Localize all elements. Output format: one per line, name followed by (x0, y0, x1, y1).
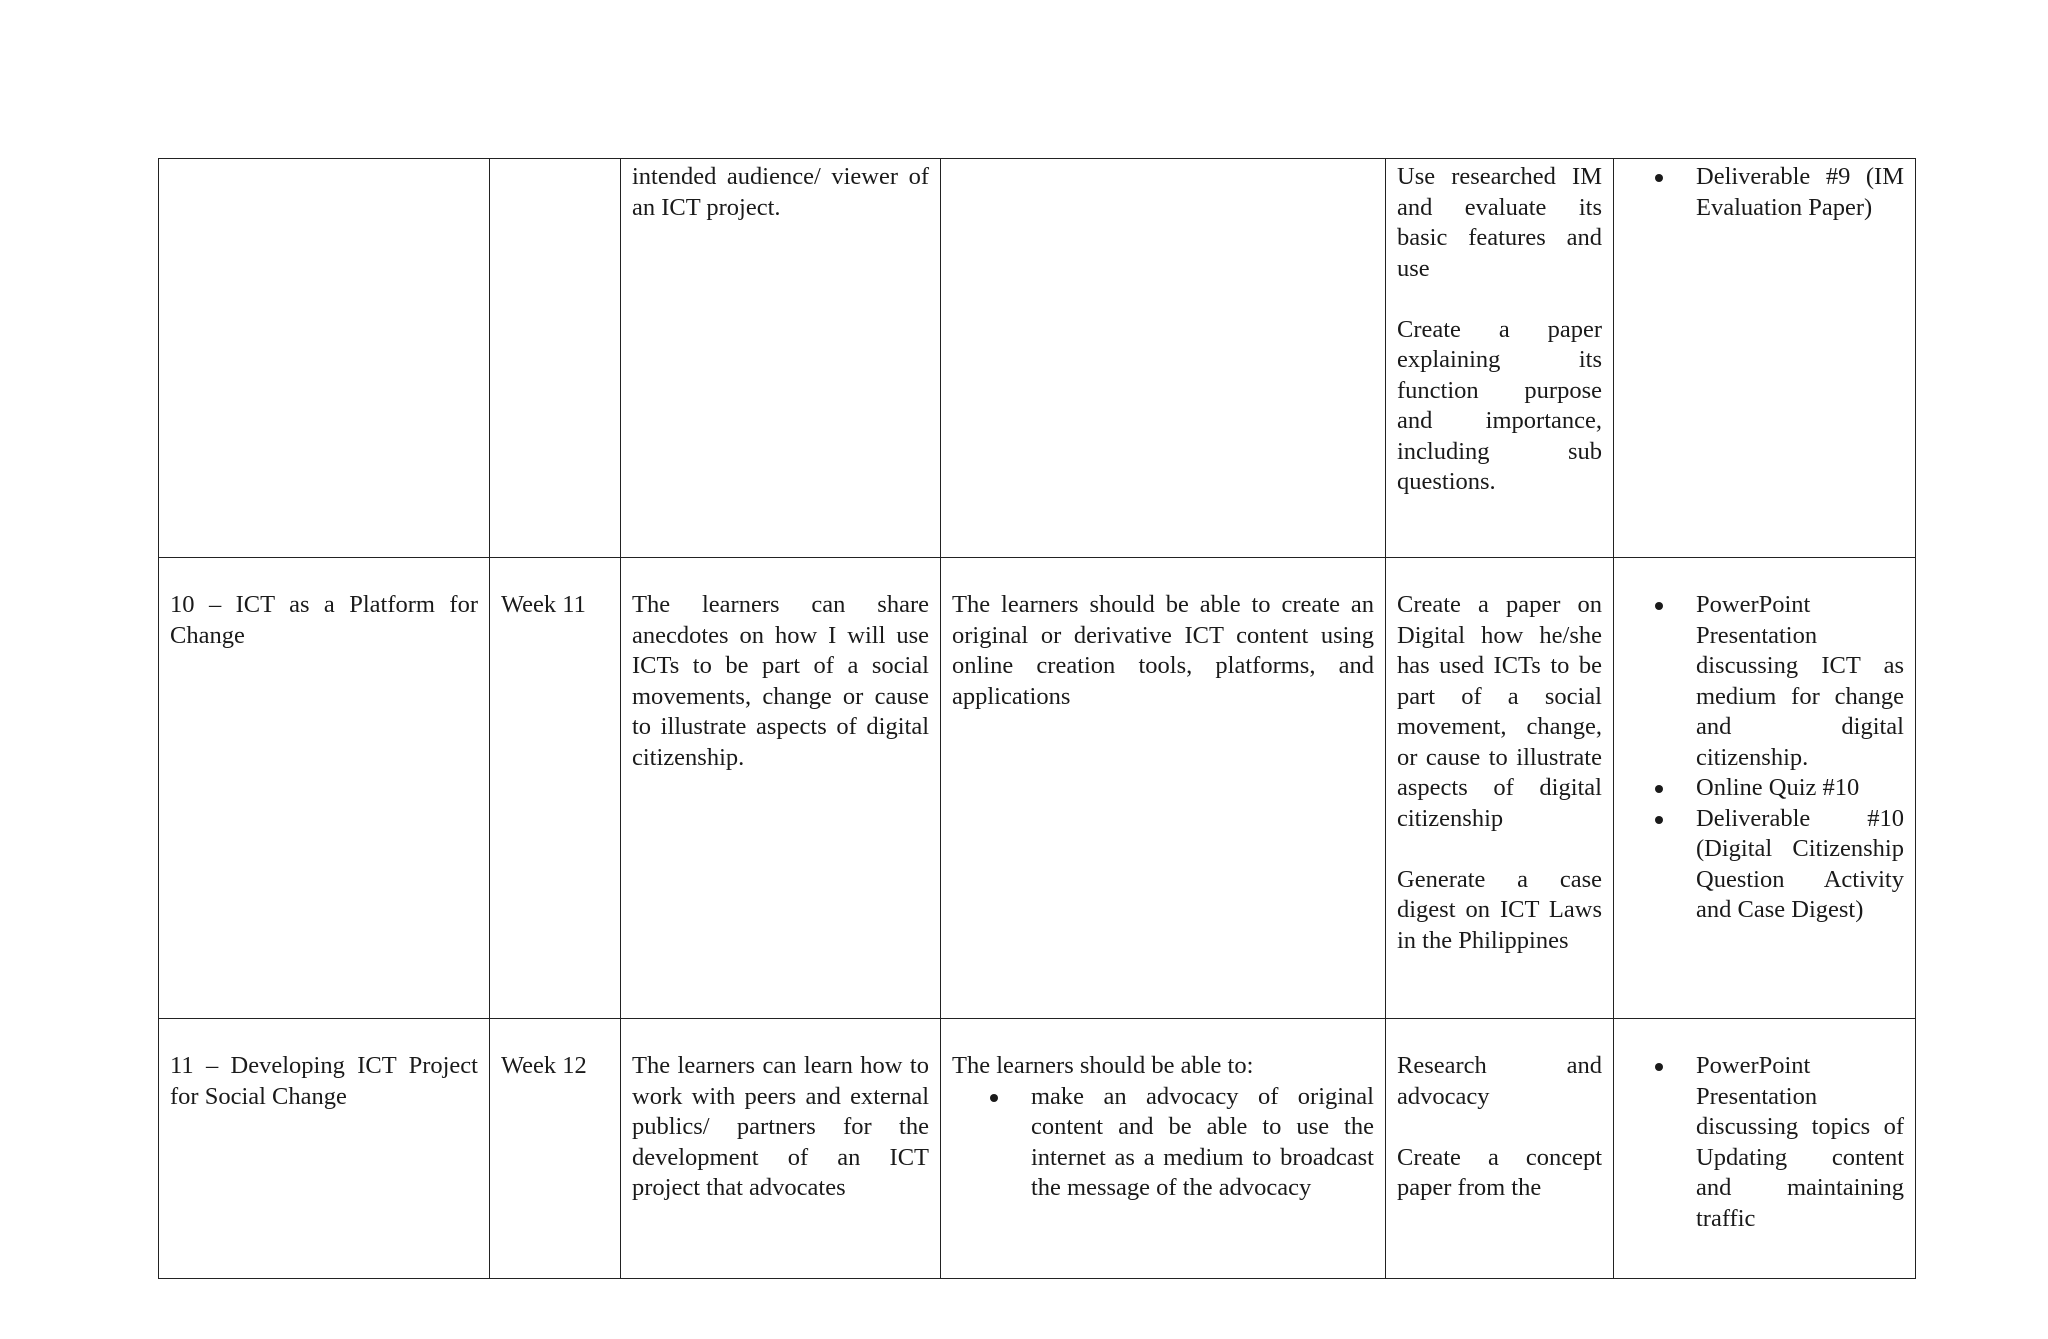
table-row (159, 1019, 1916, 1279)
performance-standard-cell (941, 1019, 1386, 1279)
output-item: Deliverable #9 (IM Evaluation Paper) (1655, 162, 1904, 223)
table-row (159, 558, 1916, 1019)
performance-standard-cell (941, 558, 1386, 1019)
activity-text: Create a paper explaining its function purpose and importance, including sub questions. (1397, 315, 1602, 495)
week-cell: Week 12 (490, 1019, 621, 1279)
topic-cell: 11 – Developing ICT Project for Social Change (159, 1019, 490, 1279)
activity-text: Create a paper on Digital how he/she has used ICTs to be part of a social movement, change, or cause to illustrate aspects of digital citizenship (1397, 591, 1602, 832)
content-standard-text: The learners can share anecdotes on how I will use ICTs to be part of a social movements, change or cause to illustrate aspects of digital citizenship. (632, 591, 929, 771)
outputs-list (1655, 590, 1904, 926)
performance-standard-text: The learners should be able to create an original or derivative ICT content using online creation tools, platforms, and applications (952, 591, 1374, 710)
performance-standard-intro: The learners should be able to: (952, 1052, 1254, 1079)
content-standard-text: The learners can learn how to work with peers and external publics/ partners for the development of an ICT project that advocates (632, 1052, 929, 1201)
outputs-cell (1614, 558, 1916, 1019)
activity-text: Use researched IM and evaluate its basic features and use (1397, 163, 1602, 282)
topic-cell: 10 – ICT as a Platform for Change (159, 558, 490, 1019)
activity-text: Research and advocacy (1397, 1052, 1602, 1110)
outputs-cell (1614, 159, 1916, 558)
outputs-list (1655, 162, 1904, 223)
performance-standard-cell (941, 159, 1386, 558)
activities-cell (1386, 159, 1614, 558)
activities-cell (1386, 1019, 1614, 1279)
activity-text: Create a concept paper from the (1397, 1143, 1602, 1201)
content-standard-cell (621, 1019, 941, 1279)
table-row (159, 159, 1916, 558)
activities-cell (1386, 558, 1614, 1019)
week-cell (490, 159, 621, 558)
content-standard-cell (621, 159, 941, 558)
activity-text: Generate a case digest on ICT Laws in the Philippines (1397, 865, 1602, 954)
topic-cell (159, 159, 490, 558)
performance-standard-list (990, 1082, 1374, 1204)
output-item: PowerPoint Presentation discussing ICT as medium for change and digital citizenship. (1655, 590, 1904, 773)
performance-standard-item: make an advocacy of original content and be able to use the internet as a medium to broadcast the message of the advocacy (990, 1082, 1374, 1204)
content-standard-text: intended audience/ viewer of an ICT project. (632, 163, 929, 221)
outputs-cell (1614, 1019, 1916, 1279)
output-item: Deliverable #10 (Digital Citizenship Question Activity and Case Digest) (1655, 804, 1904, 926)
syllabus-table (158, 158, 1916, 1279)
output-item: PowerPoint Presentation discussing topics of Updating content and maintaining traffic (1655, 1051, 1904, 1234)
content-standard-cell (621, 558, 941, 1019)
week-cell: Week 11 (490, 558, 621, 1019)
outputs-list (1655, 1051, 1904, 1234)
output-item: Online Quiz #10 (1655, 773, 1904, 804)
